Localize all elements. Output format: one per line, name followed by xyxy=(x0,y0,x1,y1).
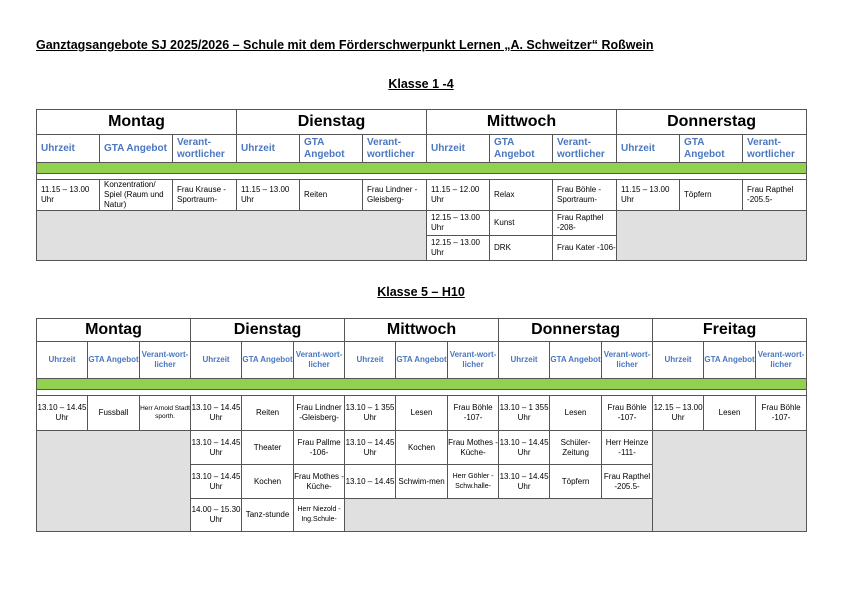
empty-cell xyxy=(37,211,427,261)
cell-time: 13.10 – 14.45 Uhr xyxy=(191,465,242,499)
day-header-thursday: Donnerstag xyxy=(499,319,653,342)
cell-responsible: Frau Rapthel -205.5- xyxy=(602,465,653,499)
cell-time: 14.00 – 15.30 Uhr xyxy=(191,499,242,532)
cell-responsible: Frau Böhle -107- xyxy=(602,396,653,431)
cell-time: 13.10 – 14.45 xyxy=(345,465,396,499)
column-header-time: Uhrzeit xyxy=(191,342,242,379)
column-header-gta: GTA Angebot xyxy=(88,342,140,379)
cell-gta: Fussball xyxy=(88,396,140,431)
column-header-time: Uhrzeit xyxy=(37,135,100,163)
cell-time: 11.15 – 13.00 Uhr xyxy=(237,180,300,211)
column-header-responsible: Verant-wort-licher xyxy=(448,342,499,379)
schedule-table-grades-1-4 xyxy=(36,109,807,261)
cell-time: 13.10 – 1 355 Uhr xyxy=(345,396,396,431)
cell-gta: Schüler-Zeitung xyxy=(550,431,602,465)
column-header-gta: GTA Angebot xyxy=(242,342,294,379)
day-header-tuesday: Dienstag xyxy=(237,110,427,135)
green-separator-row xyxy=(37,379,807,390)
day-header-friday: Freitag xyxy=(653,319,807,342)
cell-gta: Reiten xyxy=(300,180,363,211)
day-header-monday: Montag xyxy=(37,319,191,342)
column-header-responsible: Verant-wort-licher xyxy=(756,342,807,379)
cell-responsible: Herr Göhler -Schw.halle- xyxy=(448,465,499,499)
section-title-1: Klasse 1 -4 xyxy=(388,77,454,91)
cell-responsible: Frau Mothes -Küche- xyxy=(294,465,345,499)
column-header-responsible: Verant-wort-licher xyxy=(140,342,191,379)
table-row xyxy=(37,396,807,431)
column-header-time: Uhrzeit xyxy=(653,342,704,379)
column-header-gta: GTA Angebot xyxy=(396,342,448,379)
cell-gta: Lesen xyxy=(550,396,602,431)
column-header-time: Uhrzeit xyxy=(37,342,88,379)
cell-gta: Töpfern xyxy=(550,465,602,499)
cell-responsible: Frau Rapthel -205.5- xyxy=(743,180,807,211)
column-header-gta: GTA Angebot xyxy=(100,135,173,163)
cell-responsible: Frau Kater -106- xyxy=(553,236,617,261)
cell-time: 11.15 – 13.00 Uhr xyxy=(617,180,680,211)
column-header-responsible: Verant-wort-licher xyxy=(602,342,653,379)
empty-cell xyxy=(345,499,653,532)
cell-gta: Töpfern xyxy=(680,180,743,211)
cell-gta: Kunst xyxy=(490,211,553,236)
day-header-thursday: Donnerstag xyxy=(617,110,807,135)
green-separator-row xyxy=(37,163,807,174)
schedule-table-grades-5-h10 xyxy=(36,318,807,532)
cell-responsible: Frau Rapthel -208- xyxy=(553,211,617,236)
cell-time: 13.10 – 14.45 Uhr xyxy=(345,431,396,465)
cell-responsible: Frau Krause -Sportraum- xyxy=(173,180,237,211)
day-header-wednesday: Mittwoch xyxy=(427,110,617,135)
cell-gta: Tanz-stunde xyxy=(242,499,294,532)
empty-cell xyxy=(653,431,807,532)
cell-time: 13.10 – 14.45 Uhr xyxy=(191,431,242,465)
column-header-gta: GTA Angebot xyxy=(680,135,743,163)
column-header-gta: GTA Angebot xyxy=(490,135,553,163)
cell-responsible: Frau Böhle -Sportraum- xyxy=(553,180,617,211)
cell-time: 13.10 – 14.45 Uhr xyxy=(499,431,550,465)
column-header-gta: GTA Angebot xyxy=(300,135,363,163)
column-header-responsible: Verant-wortlicher xyxy=(553,135,617,163)
cell-time: 12.15 – 13.00 Uhr xyxy=(427,211,490,236)
cell-gta: Theater xyxy=(242,431,294,465)
cell-responsible: Herr Heinze -111- xyxy=(602,431,653,465)
table-row xyxy=(37,211,807,236)
cell-responsible: Frau Böhle -107- xyxy=(448,396,499,431)
column-header-time: Uhrzeit xyxy=(345,342,396,379)
cell-gta: Kochen xyxy=(396,431,448,465)
column-header-time: Uhrzeit xyxy=(617,135,680,163)
cell-time: 11.15 – 13.00 Uhr xyxy=(37,180,100,211)
cell-responsible: Herr Niezold -Ing.Schule- xyxy=(294,499,345,532)
cell-time: 13.10 – 14.45 Uhr xyxy=(37,396,88,431)
cell-time: 13.10 – 14.45 Uhr xyxy=(499,465,550,499)
cell-responsible: Frau Mothes -Küche- xyxy=(448,431,499,465)
cell-responsible: Frau Lindner -Gleisberg- xyxy=(294,396,345,431)
column-header-time: Uhrzeit xyxy=(427,135,490,163)
column-header-gta: GTA Angebot xyxy=(704,342,756,379)
column-header-time: Uhrzeit xyxy=(237,135,300,163)
cell-responsible: Frau Lindner -Gleisberg- xyxy=(363,180,427,211)
cell-gta: Kochen xyxy=(242,465,294,499)
column-header-responsible: Verant-wortlicher xyxy=(743,135,807,163)
cell-responsible: Frau Pallme -106- xyxy=(294,431,345,465)
cell-time: 11.15 – 12.00 Uhr xyxy=(427,180,490,211)
table-row xyxy=(37,180,807,211)
cell-time: 12.15 – 13.00 Uhr xyxy=(427,236,490,261)
document-title: Ganztagsangebote SJ 2025/2026 – Schule mit dem Förderschwerpunkt Lernen „A. Schweitzer“ Roßwein xyxy=(36,38,654,52)
cell-responsible: Frau Böhle -107- xyxy=(756,396,807,431)
cell-gta: Relax xyxy=(490,180,553,211)
cell-gta: Konzentration/ Spiel (Raum und Natur) xyxy=(100,180,173,211)
cell-gta: Lesen xyxy=(704,396,756,431)
cell-time: 13.10 – 1 355 Uhr xyxy=(499,396,550,431)
empty-cell xyxy=(617,211,807,261)
column-header-responsible: Verant-wortlicher xyxy=(363,135,427,163)
cell-gta: Schwim-men xyxy=(396,465,448,499)
day-header-tuesday: Dienstag xyxy=(191,319,345,342)
table-row xyxy=(37,431,807,465)
column-header-time: Uhrzeit xyxy=(499,342,550,379)
cell-gta: Reiten xyxy=(242,396,294,431)
cell-responsible: Herr Arnold Stadt sporth. xyxy=(140,396,191,431)
column-header-responsible: Verant-wort-licher xyxy=(294,342,345,379)
column-header-responsible: Verant-wortlicher xyxy=(173,135,237,163)
cell-time: 13.10 – 14.45 Uhr xyxy=(191,396,242,431)
section-title-2: Klasse 5 – H10 xyxy=(377,285,465,299)
cell-time: 12.15 – 13.00 Uhr xyxy=(653,396,704,431)
empty-cell xyxy=(37,431,191,532)
day-header-monday: Montag xyxy=(37,110,237,135)
column-header-gta: GTA Angebot xyxy=(550,342,602,379)
cell-gta: DRK xyxy=(490,236,553,261)
day-header-wednesday: Mittwoch xyxy=(345,319,499,342)
cell-gta: Lesen xyxy=(396,396,448,431)
